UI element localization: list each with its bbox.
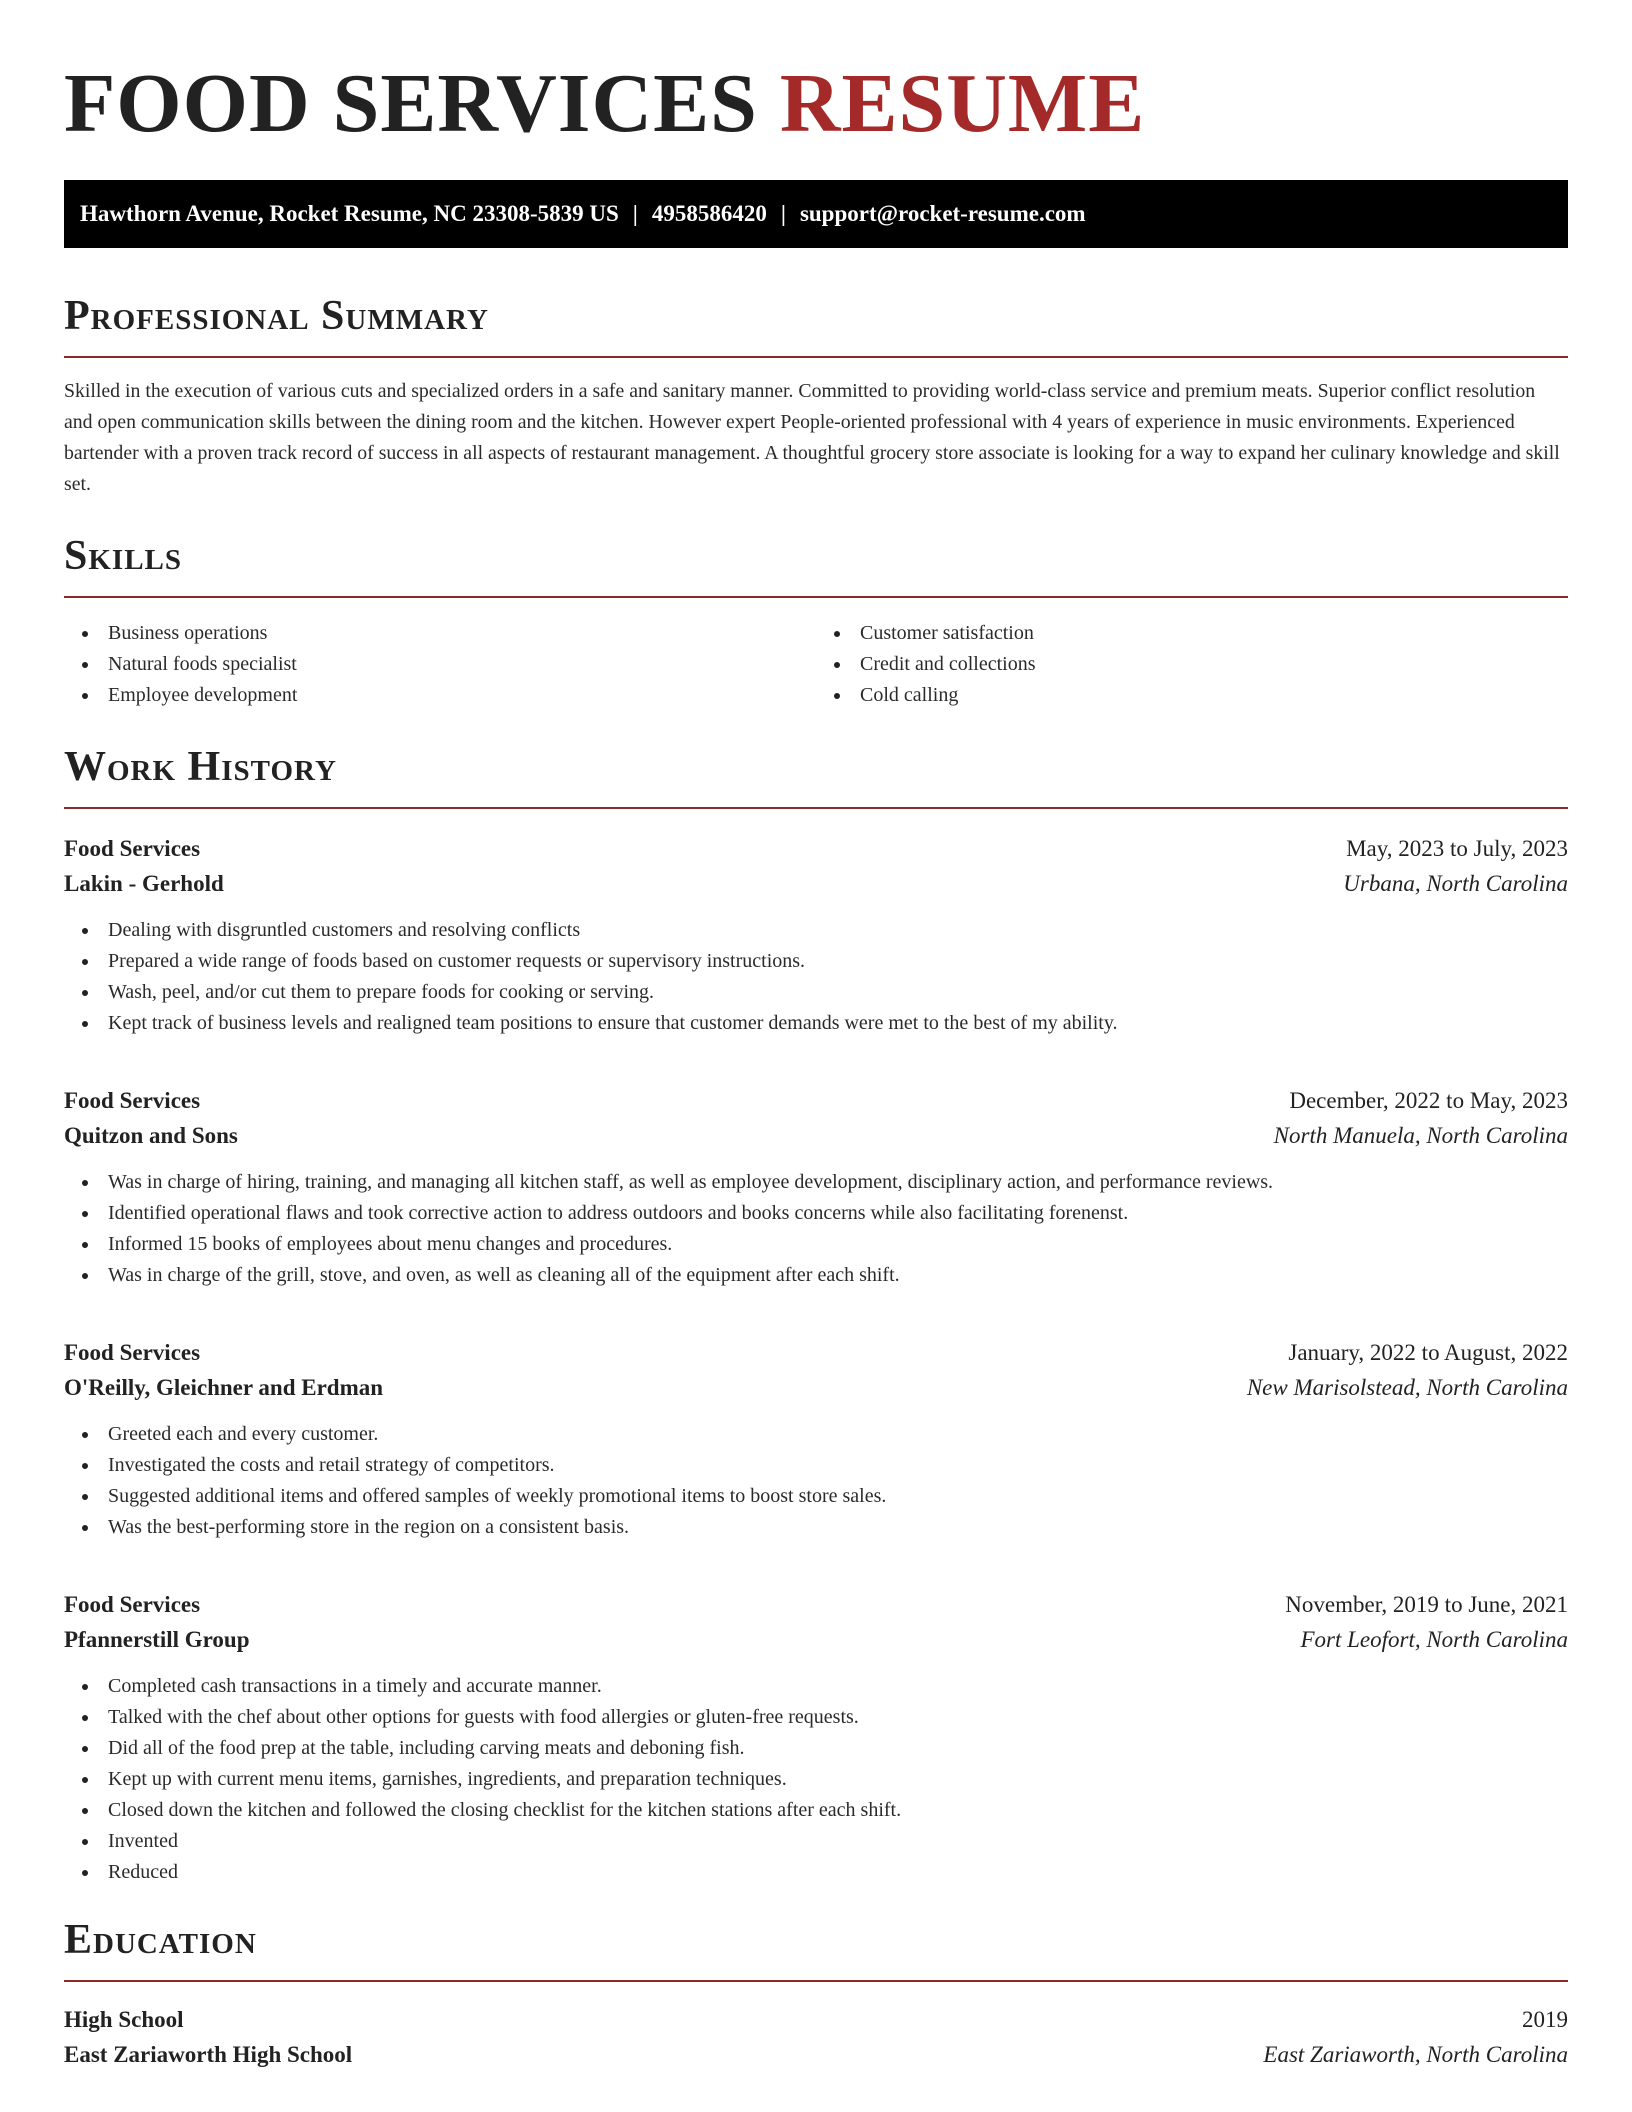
- education-entry: [64, 2002, 1568, 2072]
- skills-column-right: [816, 618, 1568, 711]
- section-divider: [64, 596, 1568, 598]
- job-duty: Greeted each and every customer.: [64, 1419, 1568, 1450]
- education-year: 2019: [1522, 2007, 1568, 2032]
- job-dates: December, 2022 to May, 2023: [1289, 1088, 1568, 1113]
- job-company-row: [64, 1622, 1568, 1657]
- contact-separator: |: [632, 201, 638, 226]
- job-title: Food Services: [64, 1088, 201, 1113]
- resume-title: [64, 0, 1568, 152]
- skills-column-left: [64, 618, 816, 711]
- job-header-row: [64, 1083, 1568, 1118]
- job-location: Urbana, North Carolina: [1343, 871, 1568, 896]
- job-location: New Marisolstead, North Carolina: [1246, 1375, 1568, 1400]
- job-entry: [64, 1083, 1568, 1291]
- skills-section: [64, 530, 1568, 711]
- job-duty: Reduced: [64, 1857, 1568, 1888]
- contact-email: support@rocket-resume.com: [799, 201, 1086, 226]
- job-duties-list: [64, 915, 1568, 1039]
- title-part-1: FOOD SERVICES: [64, 57, 758, 150]
- job-duty: Closed down the kitchen and followed the closing checklist for the kitchen stations after each shift.: [64, 1795, 1568, 1826]
- section-divider: [64, 807, 1568, 809]
- job-duty: Completed cash transactions in a timely and accurate manner.: [64, 1671, 1568, 1702]
- job-duty: Suggested additional items and offered samples of weekly promotional items to boost store sales.: [64, 1481, 1568, 1512]
- job-header-row: [64, 1587, 1568, 1622]
- work-history-heading: Work History: [64, 744, 337, 790]
- contact-address: Hawthorn Avenue, Rocket Resume, NC 23308-5839 US: [80, 201, 619, 226]
- job-duty: Was the best-performing store in the region on a consistent basis.: [64, 1512, 1568, 1543]
- skill-item: Employee development: [64, 680, 816, 711]
- job-company: Pfannerstill Group: [64, 1627, 250, 1652]
- job-duty: Kept track of business levels and realigned team positions to ensure that customer demands were met to the best of my ability.: [64, 1008, 1568, 1039]
- job-dates: November, 2019 to June, 2021: [1285, 1592, 1568, 1617]
- education-school-row: [64, 2037, 1568, 2072]
- skill-item: Business operations: [64, 618, 816, 649]
- job-duty: Did all of the food prep at the table, including carving meats and deboning fish.: [64, 1733, 1568, 1764]
- job-duty: Investigated the costs and retail strategy of competitors.: [64, 1450, 1568, 1481]
- job-company: O'Reilly, Gleichner and Erdman: [64, 1375, 384, 1400]
- education-degree: High School: [64, 2007, 184, 2032]
- contact-bar: [64, 180, 1568, 248]
- job-company-row: [64, 866, 1568, 901]
- skill-item: Cold calling: [816, 680, 1568, 711]
- skills-list-right: [816, 618, 1568, 711]
- job-duty: Prepared a wide range of foods based on customer requests or supervisory instructions.: [64, 946, 1568, 977]
- education-section: [64, 1914, 1568, 2072]
- job-header-row: [64, 831, 1568, 866]
- contact-separator: |: [780, 201, 786, 226]
- work-history-section: [64, 741, 1568, 1888]
- education-heading: Education: [64, 1917, 257, 1963]
- education-header-row: [64, 2002, 1568, 2037]
- job-location: North Manuela, North Carolina: [1273, 1123, 1568, 1148]
- job-duty: Was in charge of hiring, training, and managing all kitchen staff, as well as employee development, disciplinary action, and performance reviews.: [64, 1167, 1568, 1198]
- job-location: Fort Leofort, North Carolina: [1300, 1627, 1568, 1652]
- summary-text: Skilled in the execution of various cuts and specialized orders in a safe and sanitary manner. Committed to providing world-class service and premium meats. Superior conflict resolution and open communication skills between the dining room and the kitchen. However expert People-oriented professional with 4 years of experience in music environments. Experienced bartender with a proven track record of success in all aspects of restaurant management. A thoughtful grocery store associate is looking for a way to expand her culinary knowledge and skill set.: [64, 380, 1560, 495]
- job-company-row: [64, 1370, 1568, 1405]
- skills-grid: [64, 618, 1568, 711]
- job-dates: January, 2022 to August, 2022: [1288, 1340, 1568, 1365]
- education-school: East Zariaworth High School: [64, 2042, 353, 2067]
- summary-heading: Professional Summary: [64, 293, 489, 339]
- skill-item: Natural foods specialist: [64, 649, 816, 680]
- title-part-2: RESUME: [779, 57, 1146, 150]
- job-duty: Talked with the chef about other options for guests with food allergies or gluten-free requests.: [64, 1702, 1568, 1733]
- job-header-row: [64, 1335, 1568, 1370]
- job-duty: Dealing with disgruntled customers and resolving conflicts: [64, 915, 1568, 946]
- skill-item: Customer satisfaction: [816, 618, 1568, 649]
- professional-summary-section: [64, 290, 1568, 500]
- job-duties-list: [64, 1671, 1568, 1888]
- job-title: Food Services: [64, 836, 201, 861]
- skills-list-left: [64, 618, 816, 711]
- job-duty: Invented: [64, 1826, 1568, 1857]
- job-company-row: [64, 1118, 1568, 1153]
- job-entry: [64, 1335, 1568, 1543]
- skill-item: Credit and collections: [816, 649, 1568, 680]
- contact-phone: 4958586420: [651, 201, 767, 226]
- job-duties-list: [64, 1419, 1568, 1543]
- skills-heading: Skills: [64, 533, 183, 579]
- job-duties-list: [64, 1167, 1568, 1291]
- job-company: Lakin - Gerhold: [64, 871, 224, 896]
- job-title: Food Services: [64, 1340, 201, 1365]
- education-location: East Zariaworth, North Carolina: [1263, 2042, 1568, 2067]
- section-divider: [64, 356, 1568, 358]
- job-duty: Was in charge of the grill, stove, and oven, as well as cleaning all of the equipment after each shift.: [64, 1260, 1568, 1291]
- section-divider: [64, 1980, 1568, 1982]
- job-duty: Kept up with current menu items, garnishes, ingredients, and preparation techniques.: [64, 1764, 1568, 1795]
- job-title: Food Services: [64, 1592, 201, 1617]
- job-duty: Wash, peel, and/or cut them to prepare foods for cooking or serving.: [64, 977, 1568, 1008]
- job-company: Quitzon and Sons: [64, 1123, 238, 1148]
- job-entry: [64, 831, 1568, 1039]
- job-duty: Informed 15 books of employees about menu changes and procedures.: [64, 1229, 1568, 1260]
- job-duty: Identified operational flaws and took corrective action to address outdoors and books concerns while also facilitating forenenst.: [64, 1198, 1568, 1229]
- job-dates: May, 2023 to July, 2023: [1346, 836, 1568, 861]
- job-entry: [64, 1587, 1568, 1888]
